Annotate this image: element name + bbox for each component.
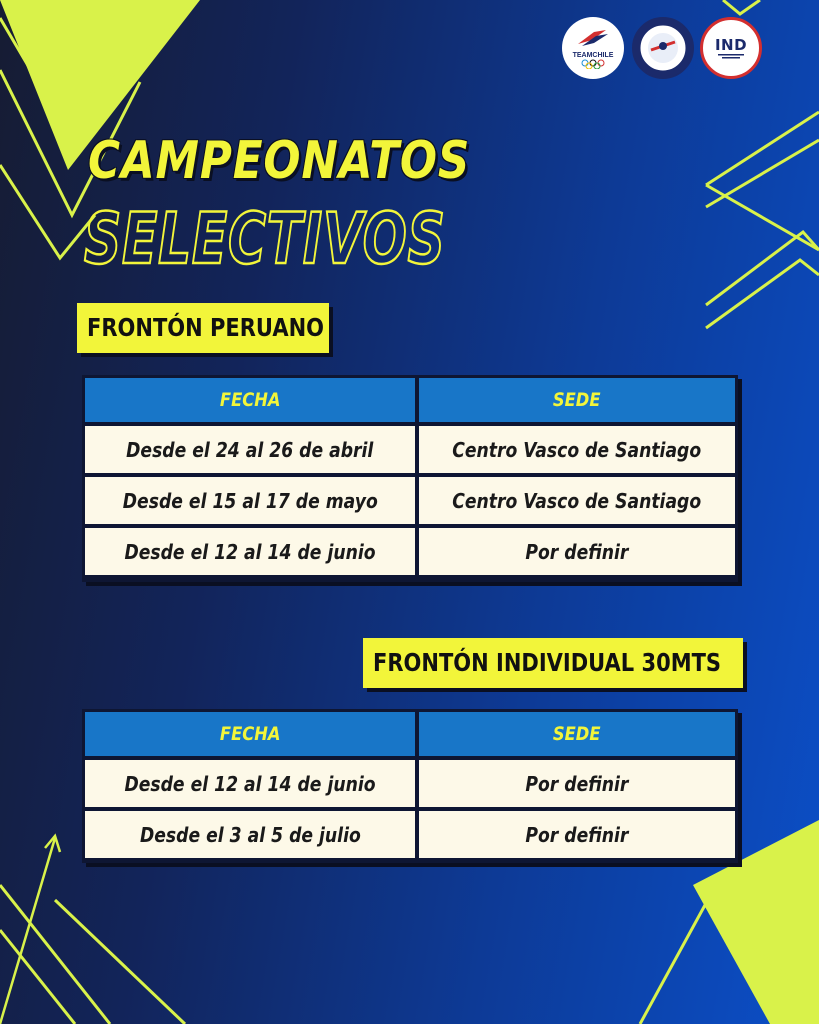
- outline-bottom-left-1: [0, 885, 110, 1024]
- chevron-right-2: [706, 232, 819, 305]
- chevron-outline-3: [0, 165, 95, 258]
- federation-seal-icon: [635, 20, 691, 76]
- fecha-cell: Desde el 12 al 14 de junio: [85, 528, 415, 575]
- olympic-rings-icon: [580, 59, 606, 69]
- schedule-table-fronton-peruano: [82, 375, 738, 582]
- arrow-line: [0, 838, 55, 1024]
- header-cell-sede: SEDE: [419, 712, 735, 756]
- section-label-fronton-individual: [363, 638, 743, 688]
- outline-bottom-left-2: [0, 930, 75, 1024]
- flag-stripe-icon: [576, 28, 610, 50]
- table-header-row: [85, 712, 735, 756]
- chevron-right-1b: [706, 185, 819, 250]
- sede-cell: Por definir: [419, 528, 735, 575]
- ind-logo-text: IND: [714, 36, 748, 54]
- section-label-text: FRONTÓN INDIVIDUAL 30MTS: [373, 648, 722, 677]
- table-row: [85, 426, 735, 473]
- header-cell-fecha: FECHA: [85, 378, 415, 422]
- sede-cell: Centro Vasco de Santiago: [419, 477, 735, 524]
- fecha-cell: Desde el 15 al 17 de mayo: [85, 477, 415, 524]
- schedule-table-fronton-individual: [82, 709, 738, 863]
- teamchile-logo-text: TEAMCHILE: [572, 51, 614, 59]
- federation-logo: [632, 17, 694, 79]
- title-campeonatos: CAMPEONATOS: [88, 131, 471, 191]
- fecha-cell: Desde el 12 al 14 de junio: [85, 760, 415, 807]
- sede-cell: Por definir: [419, 811, 735, 858]
- chevron-right-top: [723, 0, 760, 14]
- fecha-cell: Desde el 24 al 26 de abril: [85, 426, 415, 473]
- sede-cell: Centro Vasco de Santiago: [419, 426, 735, 473]
- ind-logo: [700, 17, 762, 79]
- table-row: [85, 477, 735, 524]
- ind-subtitle-lines: [716, 54, 746, 60]
- fecha-cell: Desde el 3 al 5 de julio: [85, 811, 415, 858]
- header-cell-fecha: FECHA: [85, 712, 415, 756]
- title-selectivos: SELECTIVOS: [84, 198, 446, 280]
- sponsor-logos: [562, 17, 762, 83]
- header-cell-sede: SEDE: [419, 378, 735, 422]
- section-label-fronton-peruano: [77, 303, 329, 353]
- table-row: [85, 811, 735, 858]
- table-row: [85, 760, 735, 807]
- table-header-row: [85, 378, 735, 422]
- section-label-text: FRONTÓN PERUANO: [87, 313, 325, 342]
- sede-cell: Por definir: [419, 760, 735, 807]
- outline-bottom-left-3: [55, 900, 185, 1024]
- table-row: [85, 528, 735, 575]
- teamchile-logo: [562, 17, 624, 79]
